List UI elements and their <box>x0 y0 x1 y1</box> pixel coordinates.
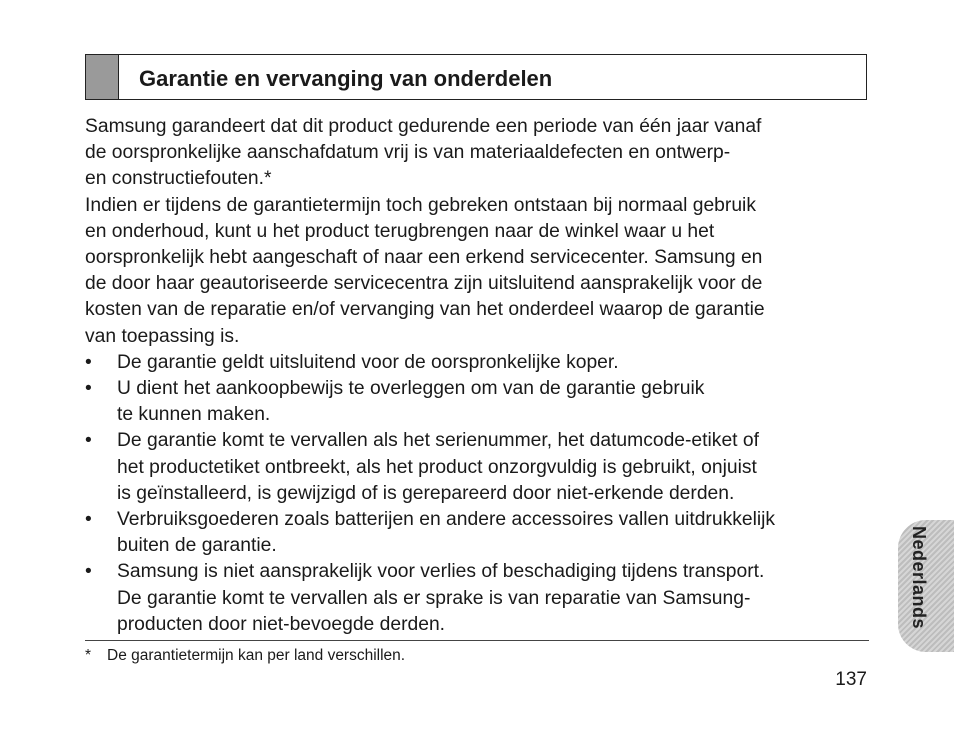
heading-accent-bar <box>86 55 119 99</box>
text-line: producten door niet-bevoegde derden. <box>117 613 446 635</box>
text-line: het productetiket ontbreekt, als het product onzorgvuldig is gebruikt, onjuist <box>117 456 757 478</box>
bullet-icon: • <box>85 351 92 373</box>
body-text <box>85 114 875 638</box>
text-line: Samsung garandeert dat dit product gedurende een periode van één jaar vanaf <box>85 116 762 137</box>
text-line: Samsung is niet aansprakelijk voor verlies of beschadiging tijdens transport. <box>117 561 765 583</box>
bullet-icon: • <box>85 378 92 400</box>
language-tab-label: Nederlands <box>909 526 929 630</box>
list-item <box>85 428 875 507</box>
paragraph-warranty-claims <box>85 193 875 350</box>
section-title: Garantie en vervanging van onderdelen <box>139 66 553 91</box>
list-item <box>85 350 875 376</box>
text-line: en onderhoud, kunt u het product terugbrengen naar de winkel waar u het <box>85 220 715 242</box>
list-item <box>85 507 875 559</box>
section-heading-box <box>85 54 867 100</box>
text-line: oorspronkelijk hebt aangeschaft of naar een erkend servicecenter. Samsung en <box>85 247 763 269</box>
list-item <box>85 376 875 428</box>
footnote-marker: * <box>85 647 92 664</box>
text-line: De garantie komt te vervallen als het serienummer, het datumcode-etiket of <box>117 430 759 452</box>
text-line: is geïnstalleerd, is gewijzigd of is gerepareerd door niet-erkende derden. <box>117 482 735 504</box>
list-item <box>85 559 875 638</box>
paragraph-warranty-period <box>85 114 875 193</box>
bullet-icon: • <box>85 430 92 452</box>
bullet-icon: • <box>85 561 92 583</box>
text-line: van toepassing is. <box>85 325 240 347</box>
bullet-icon: • <box>85 509 92 531</box>
language-tab <box>898 520 954 652</box>
text-line: te kunnen maken. <box>117 404 271 426</box>
text-line: De garantie komt te vervallen als er sprake is van reparatie van Samsung- <box>117 587 751 609</box>
text-line: De garantie geldt uitsluitend voor de oorspronkelijke koper. <box>117 351 619 373</box>
footnote-text: De garantietermijn kan per land verschillen. <box>107 647 406 664</box>
text-line: kosten van de reparatie en/of vervanging van het onderdeel waarop de garantie <box>85 299 765 321</box>
text-line: Verbruiksgoederen zoals batterijen en andere accessoires vallen uitdrukkelijk <box>117 509 776 531</box>
text-line: Indien er tijdens de garantietermijn toch gebreken ontstaan bij normaal gebruik <box>85 194 756 216</box>
conditions-list <box>85 350 875 638</box>
text-line: de oorspronkelijke aanschafdatum vrij is van materiaaldefecten en ontwerp- <box>85 142 731 164</box>
text-line: en constructiefouten.* <box>85 168 272 190</box>
footnote <box>85 647 405 665</box>
text-line: U dient het aankoopbewijs te overleggen om van de garantie gebruik <box>117 378 705 400</box>
footnote-divider <box>85 640 869 641</box>
text-line: buiten de garantie. <box>117 535 277 557</box>
page-number: 137 <box>835 669 867 690</box>
text-line: de door haar geautoriseerde servicecentra zijn uitsluitend aansprakelijk voor de <box>85 273 763 295</box>
